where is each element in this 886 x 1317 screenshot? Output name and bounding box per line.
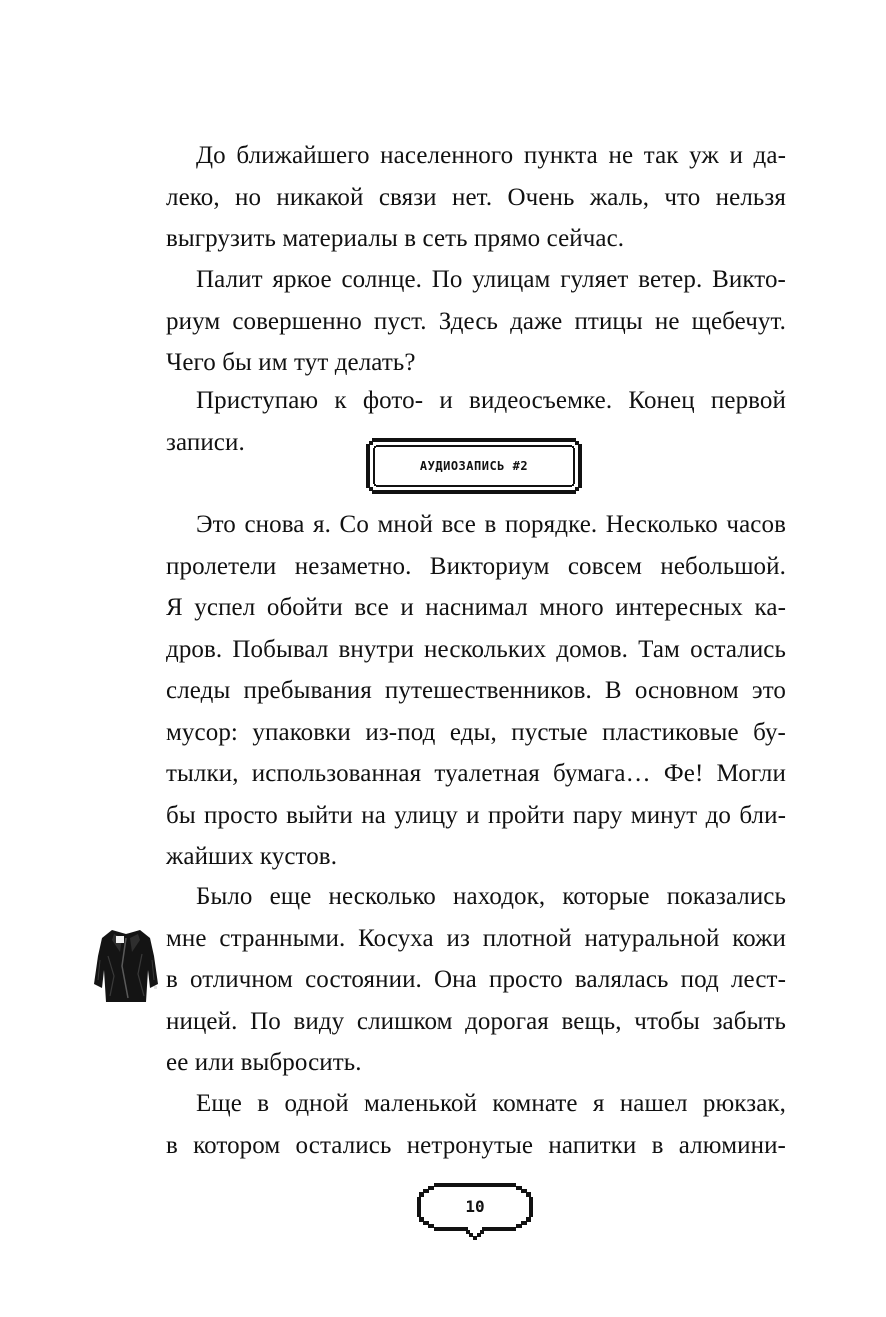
text-line: До ближайшего населенного пункта не так уж и да-	[196, 142, 786, 169]
leather-jacket-icon	[92, 926, 160, 1006]
text-line: Я успел обойти все и наснимал много интересных ка-	[166, 594, 786, 621]
paragraph-6	[166, 1083, 786, 1166]
text-line: мне странными. Косуха из плотной натуральной кожи	[166, 924, 786, 952]
text-line: тылки, использованная туалетная бумага… Фе! Могли	[166, 760, 786, 787]
text-line: леко, но никакой связи нет. Очень жаль, что нельзя	[166, 183, 786, 211]
paragraph-1	[166, 135, 786, 260]
text-line: дров. Побывал внутри нескольких домов. Там остались	[166, 635, 786, 663]
text-line: выгрузить материалы в сеть прямо сейчас.	[166, 225, 625, 252]
text-line: ее или выбросить.	[166, 1049, 362, 1076]
paragraph-2	[166, 259, 786, 384]
text-line: Было еще несколько находок, которые показались	[196, 883, 786, 910]
text-line: в отличном состоянии. Она просто валялась под лест-	[166, 966, 786, 993]
paragraph-4	[166, 504, 786, 878]
text-line: Еще в одной маленькой комнате я нашел рюкзак,	[196, 1090, 786, 1117]
text-line: записи.	[166, 428, 245, 456]
audio-recording-label: АУДИОЗАПИСЬ #2	[419, 459, 529, 473]
text-line: Чего бы им тут делать?	[166, 349, 416, 376]
text-line: бы просто выйти на улицу и пройти пару минут до бли-	[166, 801, 786, 829]
paragraph-5	[166, 876, 786, 1084]
text-line: жайших кустов.	[166, 843, 338, 870]
text-line: ницей. По виду слишком дорогая вещь, чтобы забыть	[166, 1007, 786, 1035]
text-line: в котором остались нетронутые напитки в алюмини-	[166, 1131, 786, 1159]
text-line: мусор: упаковки из-под еды, пустые пластиковые бу-	[166, 718, 786, 746]
text-line: Приступаю к фото- и видеосъемке. Конец первой	[196, 387, 786, 414]
page-number-bubble	[416, 1182, 534, 1242]
text-line: риум совершенно пуст. Здесь даже птицы не щебечут.	[166, 307, 786, 335]
text-line: пролетели незаметно. Викториум совсем небольшой.	[166, 552, 786, 580]
text-line: следы пребывания путешественников. В основном это	[166, 677, 786, 704]
text-line: Палит яркое солнце. По улицам гуляет ветер. Викто-	[196, 266, 786, 293]
audio-recording-banner	[364, 436, 584, 496]
text-line: Это снова я. Со мной все в порядке. Несколько часов	[196, 511, 786, 538]
page-number: 10	[465, 1197, 485, 1216]
